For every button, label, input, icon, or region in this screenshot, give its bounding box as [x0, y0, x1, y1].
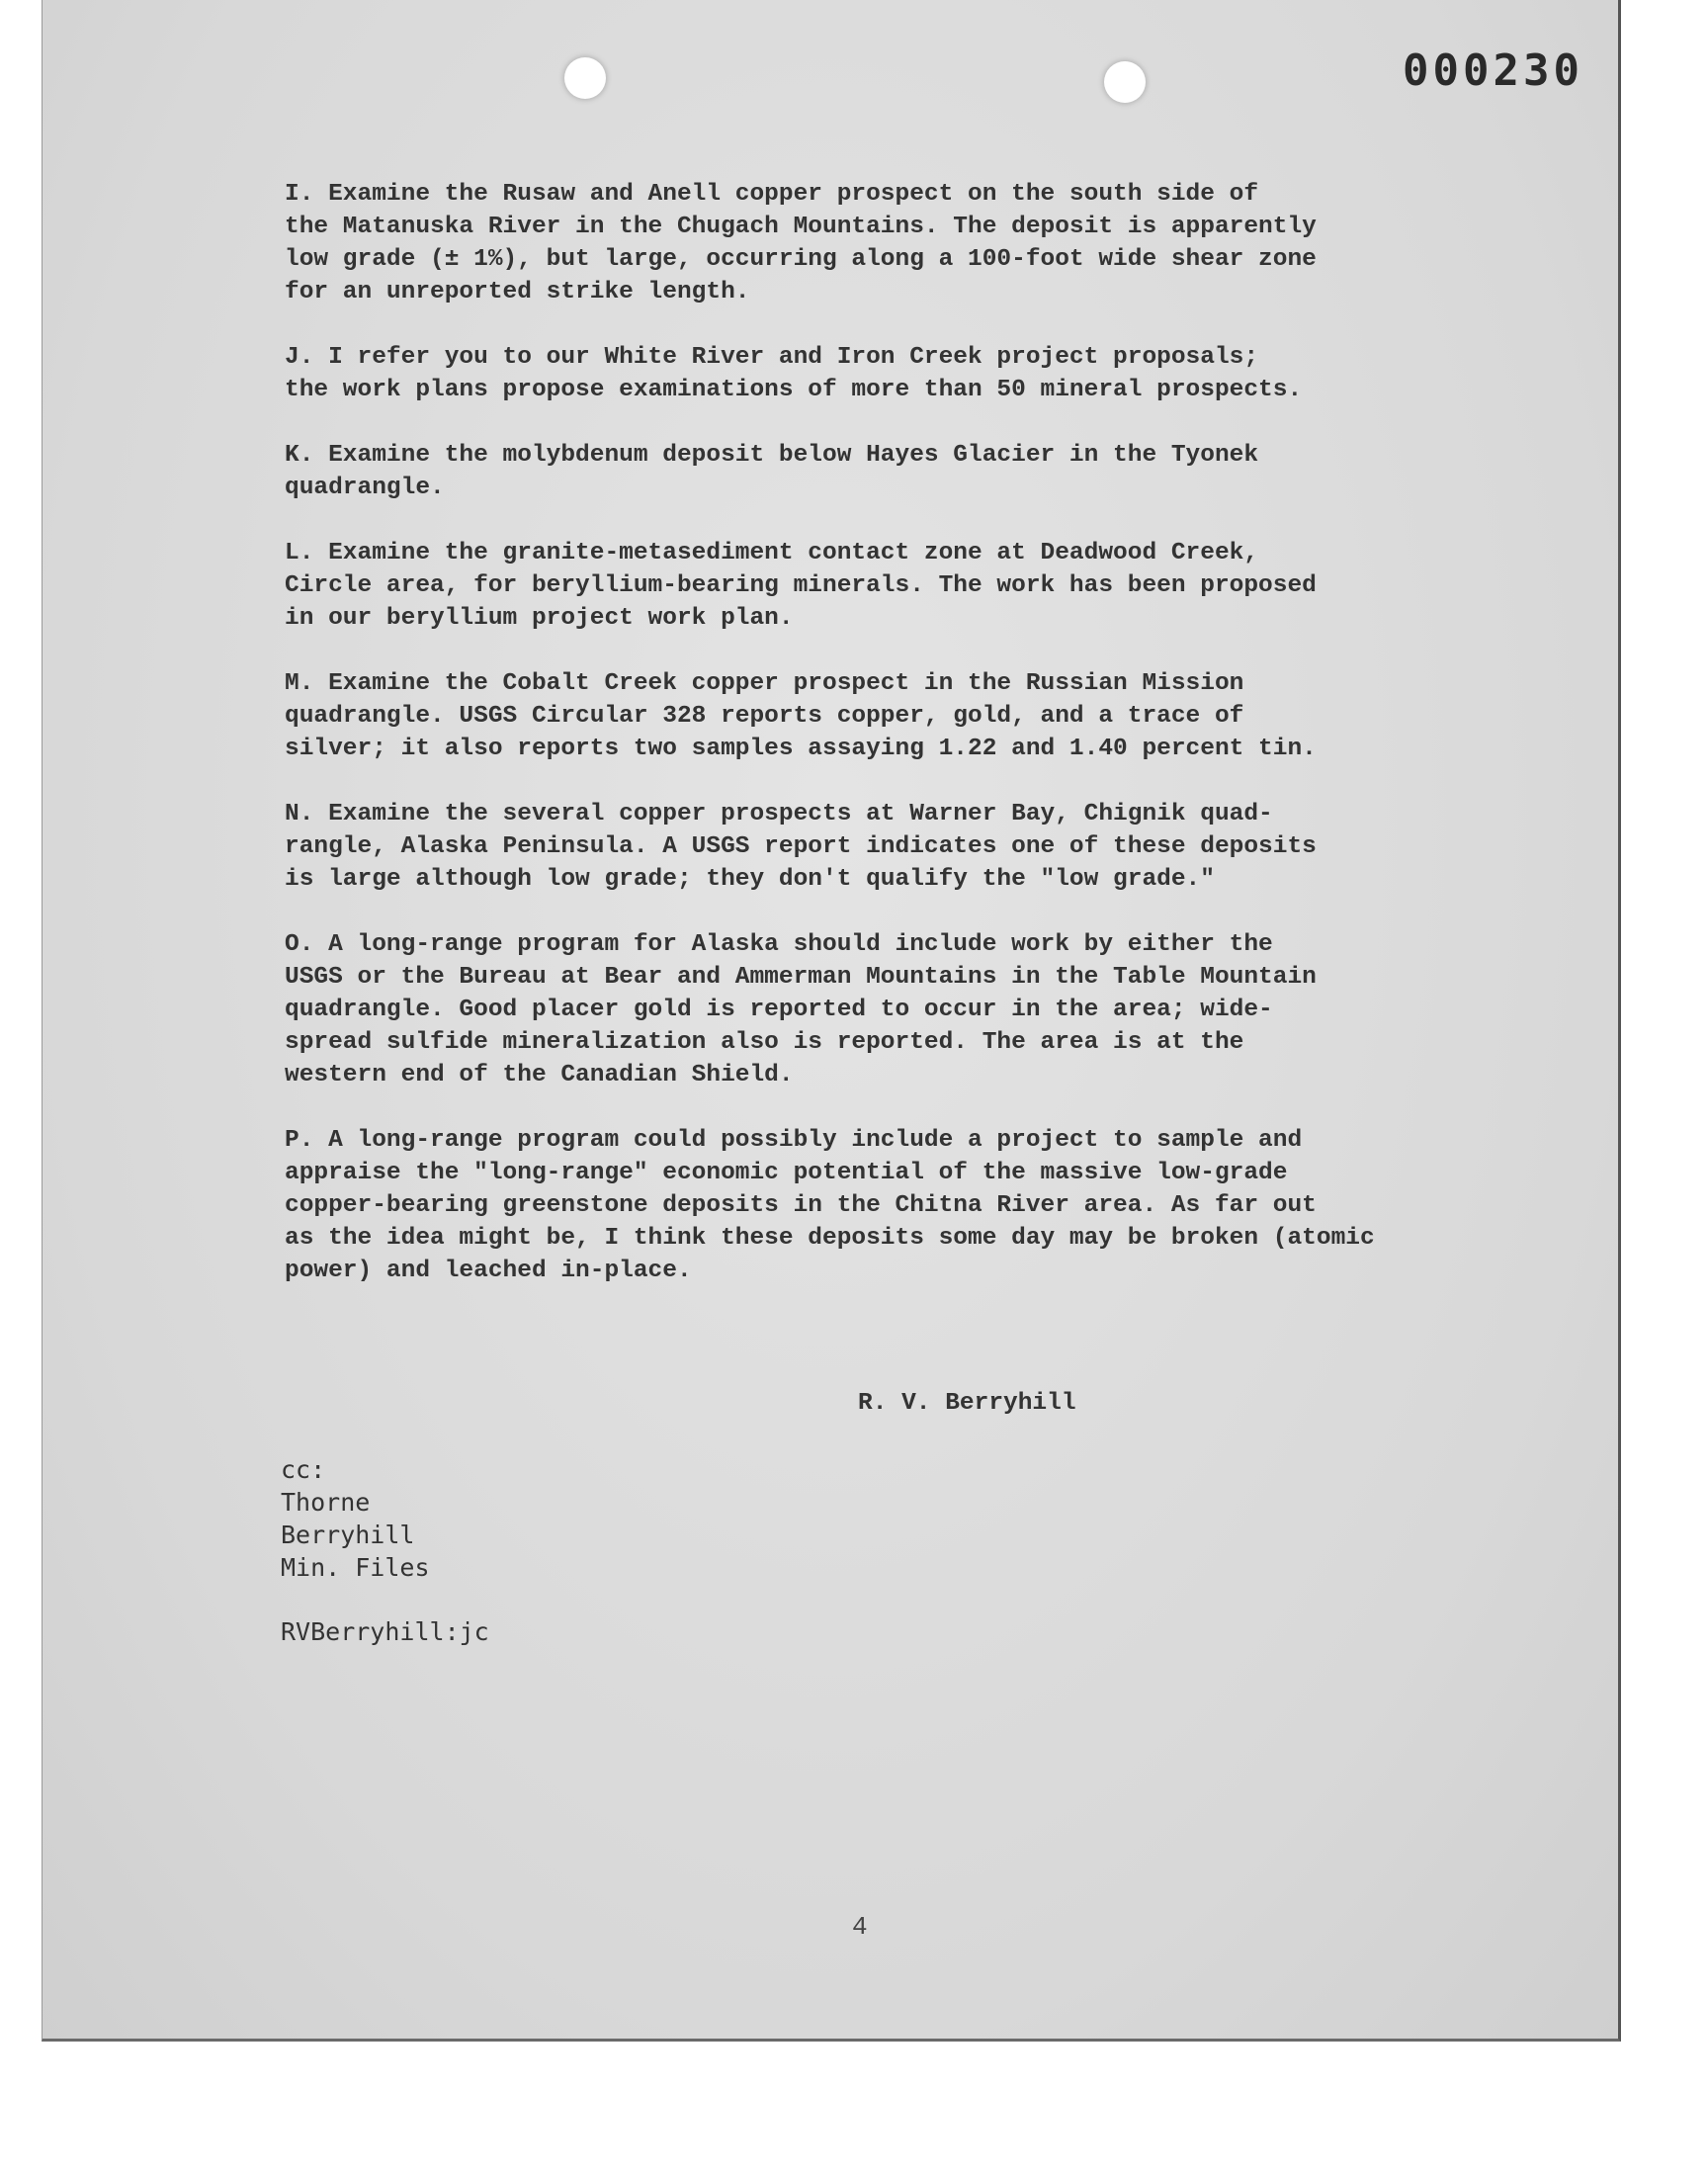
typist-initials: RVBerryhill:jc [281, 1617, 489, 1646]
paragraph-i: I. Examine the Rusaw and Anell copper prospect on the south side of the Matanuska River in the Chugach Mountains. The deposit is apparently low grade (± 1%), but large, occurring along a 100-foot wide shear zone for an unreported strike length. [285, 181, 1317, 305]
paragraph-m: M. Examine the Cobalt Creek copper prospect in the Russian Mission quadrangle. USGS Circular 328 reports copper, gold, and a trace of silver; it also reports two samples assaying 1.22 and 1.40 percent tin. [285, 670, 1317, 762]
punch-hole [564, 57, 606, 99]
page-number: 4 [852, 1912, 868, 1942]
signature-name: R. V. Berryhill [858, 1390, 1076, 1417]
paragraph-l: L. Examine the granite-metasediment contact zone at Deadwood Creek, Circle area, for beryllium-bearing minerals. The work has been proposed in our beryllium project work plan. [285, 540, 1317, 632]
cc-recipient: Thorne [281, 1488, 371, 1517]
letter-body [285, 178, 1550, 1320]
paragraph-j: J. I refer you to our White River and Iron Creek project proposals; the work plans propose examinations of more than 50 mineral prospects. [285, 344, 1303, 403]
paragraph-p: P. A long-range program could possibly include a project to sample and appraise the "long-range" economic potential of the massive low-grade copper-bearing greenstone deposits in the Chitna River area. As far out as the idea might be, I think these deposits some day may be broken (atomic power) and leached in-place. [285, 1127, 1375, 1284]
punch-hole [1104, 61, 1146, 103]
paragraph-n: N. Examine the several copper prospects at Warner Bay, Chignik quad- rangle, Alaska Peninsula. A USGS report indicates one of these deposits is large although low grade; they don't qualify the "low grade." [285, 801, 1317, 893]
cc-list [281, 1453, 430, 1584]
paragraph-o: O. A long-range program for Alaska should include work by either the USGS or the Bureau at Bear and Ammerman Mountains in the Table Mountain quadrangle. Good placer gold is reported to occur in the area; wide- spread sulfide mineralization also is reported. The area is at the western end of the Canadian Shield. [285, 931, 1317, 1088]
cc-recipient: Berryhill [281, 1521, 415, 1549]
cc-label: cc: [281, 1455, 326, 1484]
cc-recipient: Min. Files [281, 1553, 430, 1582]
paragraph-k: K. Examine the molybdenum deposit below Hayes Glacier in the Tyonek quadrangle. [285, 442, 1259, 501]
page-id-stamp: 000230 [1403, 45, 1583, 96]
